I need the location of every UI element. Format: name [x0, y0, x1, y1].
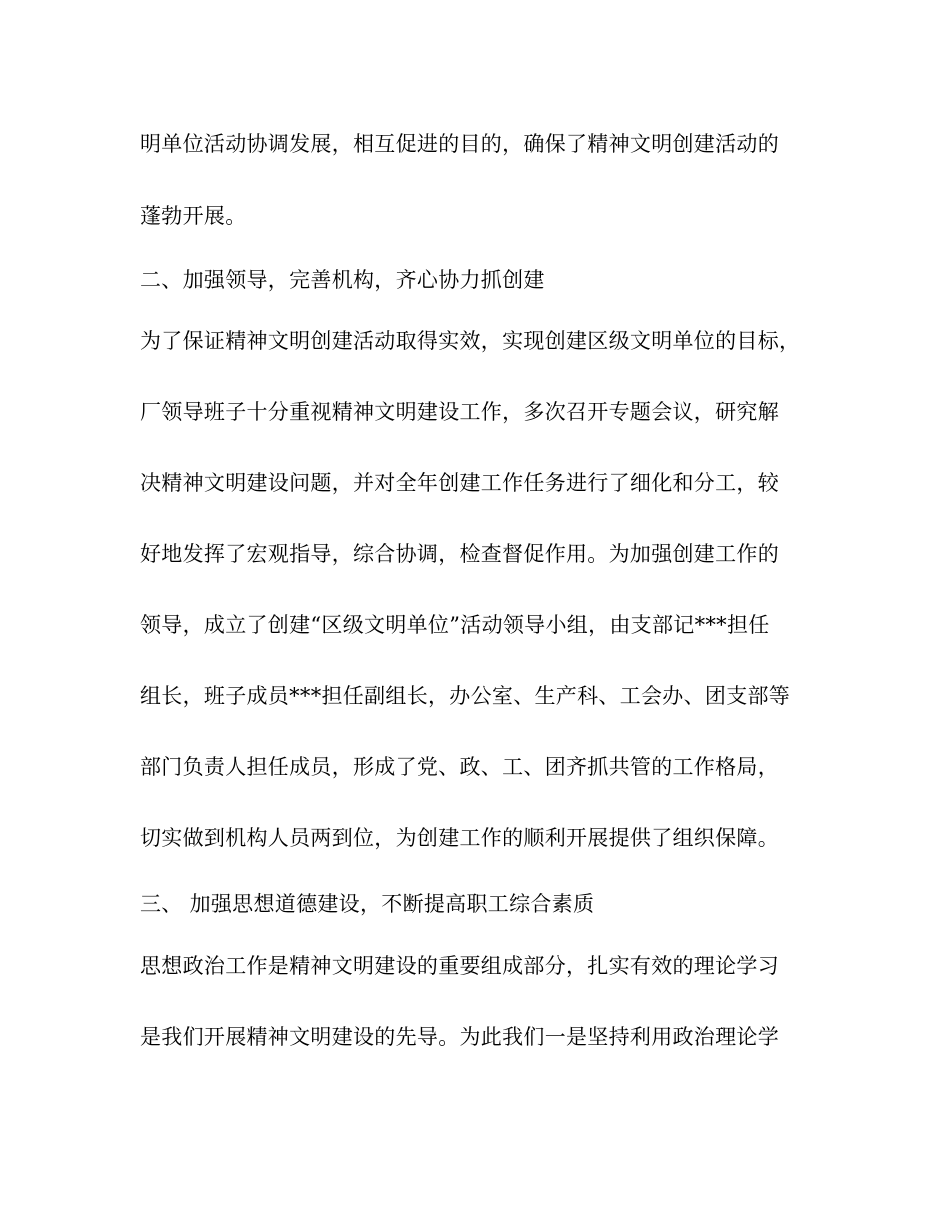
- body-text-line: 组长，班子成员***担任副组长，办公室、生产科、工会办、团支部等: [140, 684, 791, 708]
- body-text-line: 蓬勃开展。: [140, 204, 247, 228]
- body-text-line: 好地发挥了宏观指导，综合协调，检查督促作用。为加强创建工作的: [140, 542, 779, 566]
- body-text-line: 厂领导班子十分重视精神文明建设工作，多次召开专题会议，研究解: [140, 400, 779, 424]
- body-text-line: 为了保证精神文明创建活动取得实效，实现创建区级文明单位的目标，: [140, 329, 801, 353]
- body-text-line: 是我们开展精神文明建设的先导。为此我们一是坚持利用政治理论学: [140, 1025, 779, 1049]
- body-text-line: 部门负责人担任成员，形成了党、政、工、团齐抓共管的工作格局，: [140, 755, 779, 779]
- body-text-line: 领导，成立了创建“区级文明单位”活动领导小组，由支部记***担任: [140, 613, 770, 637]
- body-text-line: 切实做到机构人员两到位，为创建工作的顺利开展提供了组织保障。: [140, 826, 779, 850]
- body-text-line: 思想政治工作是精神文明建设的重要组成部分，扎实有效的理论学习: [140, 954, 779, 978]
- body-text-line: 决精神文明建设问题，并对全年创建工作任务进行了细化和分工，较: [140, 471, 779, 495]
- section-heading: 三、 加强思想道德建设，不断提高职工综合素质: [140, 892, 595, 916]
- body-text-line: 明单位活动协调发展，相互促进的目的，确保了精神文明创建活动的: [140, 132, 779, 156]
- section-heading: 二、加强领导，完善机构，齐心协力抓创建: [140, 268, 545, 292]
